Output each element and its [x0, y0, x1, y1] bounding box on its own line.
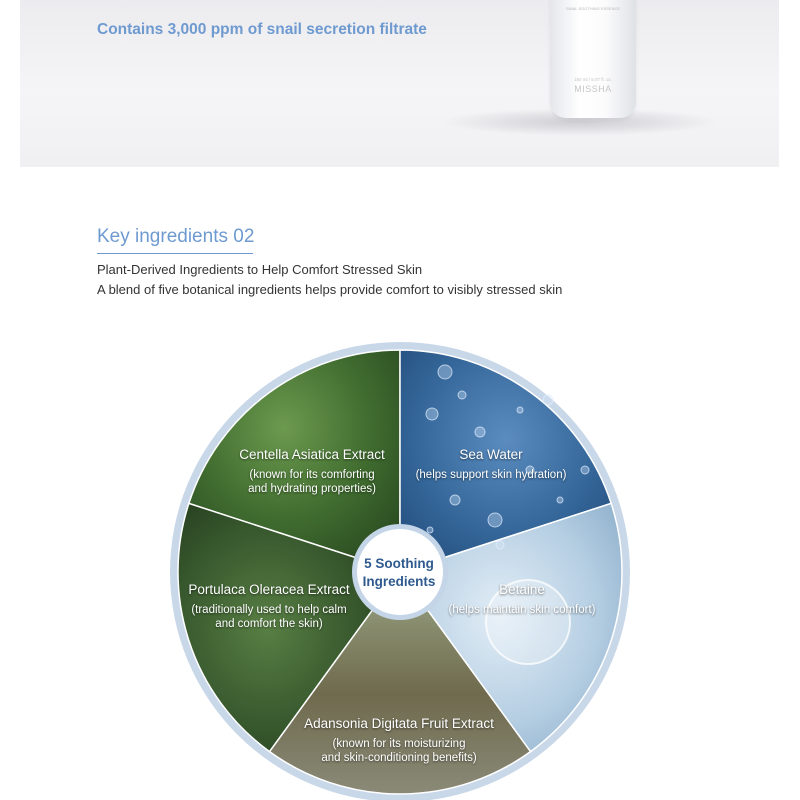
water-bubble: [488, 513, 502, 527]
section-title: Key ingredients 02: [97, 226, 255, 247]
water-bubble: [581, 466, 589, 474]
bottle-brand-logo: MISSHA: [574, 84, 612, 94]
segment-title: Betaine: [499, 582, 545, 597]
segment-desc-line: and comfort the skin): [215, 618, 323, 630]
segment-portulaca: [188, 582, 349, 631]
bottle-label: SNAIL SOOTHING ESSENCE: [565, 6, 621, 11]
segment-title: Adansonia Digitata Fruit Extract: [304, 716, 494, 731]
segment-desc-line: (helps maintain skin comfort): [448, 604, 596, 616]
center-label: [363, 555, 436, 591]
segment-adansonia: [304, 716, 494, 765]
section-subtitle: Plant-Derived Ingredients to Help Comfort Stressed Skin: [97, 262, 423, 277]
segment-centella: [239, 447, 385, 496]
segment-desc-line: (known for its comforting: [249, 469, 375, 481]
center-label-line: Ingredients: [362, 574, 436, 589]
water-bubble: [438, 365, 452, 379]
segment-title: Portulaca Oleracea Extract: [188, 582, 350, 597]
water-bubble: [427, 527, 433, 533]
center-label-line: 5 Soothing: [364, 556, 434, 571]
water-bubble: [557, 497, 563, 503]
bottle-volume: 150 ml / 5.07 fl. oz.: [573, 77, 613, 82]
hero-caption: Contains 3,000 ppm of snail secretion filtrate: [97, 21, 427, 38]
water-bubble: [543, 395, 553, 405]
water-bubble: [496, 541, 504, 549]
segment-desc-line: and hydrating properties): [248, 483, 376, 495]
segment-betaine: [449, 582, 596, 617]
section-description: A blend of five botanical ingredients helps provide comfort to visibly stressed skin: [97, 282, 563, 297]
water-bubble: [475, 427, 485, 437]
water-bubble: [517, 407, 523, 413]
segment-desc-line: and skin-conditioning benefits): [321, 752, 477, 764]
water-bubble: [426, 408, 438, 420]
segment-desc-line: (helps support skin hydration): [415, 469, 567, 481]
segment-desc-line: (known for its moisturizing: [332, 738, 466, 750]
segment-title: Sea Water: [459, 447, 523, 462]
water-bubble: [458, 391, 466, 399]
segment-title: Centella Asiatica Extract: [239, 447, 385, 462]
segment-desc-line: (traditionally used to help calm: [191, 604, 347, 616]
segment-sea-water: [416, 447, 567, 482]
water-bubble: [450, 495, 460, 505]
